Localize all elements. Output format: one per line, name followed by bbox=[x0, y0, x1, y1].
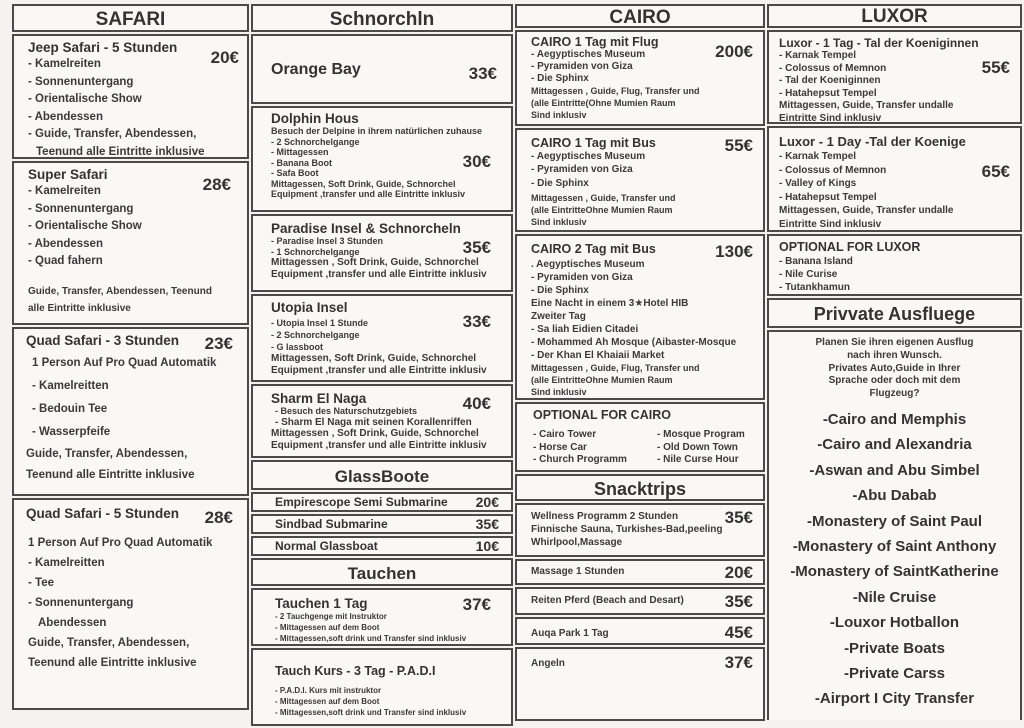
orange-bay-title: Orange Bay bbox=[271, 61, 361, 78]
wellness-title: Wellness Programm 2 Stunden bbox=[531, 511, 679, 522]
jeep-safari-price: 20€ bbox=[210, 48, 239, 67]
cairo-bus2-item: Eine Nacht in einem 3★Hotel HIB bbox=[531, 298, 689, 309]
sharm-item: Mittagessen , Soft Drink, Guide, Schnorchel bbox=[271, 428, 479, 440]
cairo-optional-item: - Cairo Tower bbox=[533, 429, 597, 440]
luxor-day1-item: - Hatahepsut Tempel bbox=[779, 191, 877, 203]
safari-header bbox=[12, 4, 249, 32]
cairo-bus2-item: Mittagessen , Guide, Flug, Transfer und bbox=[531, 363, 700, 373]
quad5-safari-box bbox=[12, 498, 249, 710]
quad5-price: 28€ bbox=[204, 508, 233, 527]
private-item: -Cairo and Alexandria bbox=[817, 436, 972, 454]
quad5-item: 1 Person Auf Pro Quad Automatik bbox=[28, 537, 213, 549]
luxor-day1-item: Eintritte Sind inklusiv bbox=[779, 218, 882, 230]
cairo-bus2-item: - Mohammed Ah Mosque (Aibaster-Mosque bbox=[531, 337, 737, 348]
dolphin-item: - Safa Boot bbox=[271, 168, 319, 178]
quad3-safari-box bbox=[12, 327, 249, 496]
luxor-day1-price: 65€ bbox=[981, 162, 1010, 181]
cairo-optional-item: - Nile Curse Hour bbox=[657, 454, 739, 465]
private-item: -Aswan and Abu Simbel bbox=[809, 461, 980, 479]
cairo-bus2-box bbox=[515, 234, 765, 400]
quad5-item: - Tee bbox=[28, 577, 54, 589]
cairo-bus1-item: - Die Sphinx bbox=[531, 178, 589, 189]
private-intro: Privates Auto,Guide in Ihrer bbox=[828, 362, 961, 374]
luxor-tag1-title: Luxor - 1 Tag - Tal der Koeniginnen bbox=[779, 36, 979, 50]
cairo-optional-title: OPTIONAL FOR CAIRO bbox=[533, 408, 671, 422]
glassboat-row bbox=[251, 492, 513, 512]
dolphin-title: Dolphin Hous bbox=[271, 111, 359, 126]
snack-row bbox=[515, 587, 765, 615]
quad5-item: Teenund alle Eintritte inklusive bbox=[28, 657, 197, 669]
private-header bbox=[767, 298, 1022, 328]
luxor-tag1-item: - Karnak Tempel bbox=[779, 50, 857, 61]
luxor-optional-item: - Nile Curise bbox=[779, 269, 838, 280]
luxor-day1-item: - Karnak Tempel bbox=[779, 151, 857, 162]
snack-row bbox=[515, 647, 765, 721]
sharm-item: Equipment ,transfer und alle Eintritte inklusiv bbox=[271, 439, 487, 451]
utopia-item: - 2 Schnorchelgange bbox=[271, 330, 360, 340]
glassboat-name: Normal Glassboat bbox=[275, 538, 378, 553]
quad3-item: 1 Person Auf Pro Quad Automatik bbox=[32, 357, 217, 369]
wellness-price: 35€ bbox=[724, 508, 753, 527]
utopia-item: - G lassboot bbox=[271, 342, 324, 352]
snack-price: 20€ bbox=[724, 562, 753, 582]
quad3-item: - Wasserpfeife bbox=[32, 426, 111, 438]
cairo-bus1-item: - Pyramiden von Giza bbox=[531, 164, 633, 175]
cairo-optional-box bbox=[515, 402, 765, 472]
orange-bay-price: 33€ bbox=[468, 64, 497, 83]
schnorcheln-column bbox=[251, 4, 513, 728]
glassboat-name: Empirescope Semi Submarine bbox=[275, 494, 448, 509]
safari-column bbox=[12, 4, 249, 712]
dolphin-item: Mittagessen, Soft Drink, Guide, Schnorchel bbox=[271, 178, 456, 189]
private-item: -Monastery of Saint Anthony bbox=[792, 538, 997, 556]
cairo-flug-price: 200€ bbox=[715, 42, 753, 61]
quad3-price: 23€ bbox=[204, 334, 233, 353]
tauch-kurs-item: - Mittagessen,soft drink und Transfer sind inklusiv bbox=[275, 708, 467, 717]
cairo-bus2-item: - Die Sphinx bbox=[531, 285, 589, 296]
private-intro: Flugzeug? bbox=[869, 388, 920, 400]
dolphin-item: Besuch der Delpine in ihrem natürlichen zuhause bbox=[271, 126, 483, 136]
jeep-item: - Abendessen bbox=[28, 110, 103, 123]
luxor-tag1-price: 55€ bbox=[981, 58, 1010, 77]
tauchen-1tag-title: Tauchen 1 Tag bbox=[275, 596, 368, 611]
private-item: -Private Carss bbox=[844, 665, 945, 683]
quad5-title: Quad Safari - 5 Stunden bbox=[26, 506, 180, 521]
snack-price: 35€ bbox=[724, 591, 753, 611]
luxor-day1-box bbox=[767, 126, 1022, 232]
dolphin-house-box bbox=[251, 106, 513, 212]
glassboat-row bbox=[251, 514, 513, 534]
wellness-item: Whirlpool,Massage bbox=[531, 537, 623, 548]
super-item: - Abendessen bbox=[28, 237, 103, 250]
cairo-optional-item: - Old Down Town bbox=[657, 441, 738, 453]
cairo-bus2-item: . Aegyptisches Museum bbox=[531, 259, 645, 270]
luxor-optional-title: OPTIONAL FOR LUXOR bbox=[779, 240, 921, 254]
private-box bbox=[767, 330, 1022, 720]
cairo-bus1-price: 55€ bbox=[724, 136, 753, 155]
private-item: -Monastery of Saint Paul bbox=[806, 512, 983, 530]
jeep-safari-title: Jeep Safari - 5 Stunden bbox=[28, 40, 178, 55]
cairo-flug-item: - Pyramiden von Giza bbox=[531, 61, 633, 72]
cairo-bus1-item: (alle EintritteOhne Mumien Raum bbox=[531, 205, 673, 215]
quad3-item: Teenund alle Eintritte inklusive bbox=[26, 469, 195, 481]
snack-name: Auqa Park 1 Tag bbox=[531, 628, 609, 639]
cairo-optional-item: - Mosque Program bbox=[657, 429, 745, 440]
schnorchln-header bbox=[251, 4, 513, 32]
jeep-item: - Guide, Transfer, Abendessen, bbox=[28, 128, 197, 141]
snack-name: Massage 1 Stunden bbox=[531, 566, 625, 578]
luxor-tag1-item: - Colossus of Memnon bbox=[779, 62, 887, 74]
private-intro: nach ihren Wunsch. bbox=[847, 349, 942, 361]
luxor-header bbox=[767, 4, 1022, 28]
utopia-title: Utopia Insel bbox=[271, 300, 348, 315]
cairo-column bbox=[515, 4, 765, 723]
tauchen-item: - 2 Tauchgenge mit Instruktor bbox=[275, 612, 387, 621]
dolphin-item: - Banana Boot bbox=[271, 157, 333, 168]
tauch-kurs-box bbox=[251, 648, 513, 726]
quad3-item: - Bedouin Tee bbox=[32, 403, 108, 415]
luxor-tag1-item: - Hatahepsut Tempel bbox=[779, 87, 877, 99]
utopia-item: - Utopia Insel 1 Stunde bbox=[271, 318, 369, 328]
cairo-bus2-item: - Sa liah Eidien Citadei bbox=[531, 324, 639, 335]
dolphin-item: - Mittagessen bbox=[271, 147, 329, 157]
super-item: - Orientalische Show bbox=[28, 220, 142, 233]
quad5-item: Guide, Transfer, Abendessen, bbox=[28, 637, 190, 649]
snack-price: 37€ bbox=[724, 653, 753, 672]
tauch-kurs-title: Tauch Kurs - 3 Tag - P.A.D.I bbox=[275, 664, 436, 678]
snack-price: 45€ bbox=[724, 623, 753, 642]
jeep-safari-box bbox=[12, 34, 249, 159]
wellness-box bbox=[515, 503, 765, 557]
cairo-header bbox=[515, 4, 765, 28]
luxor-optional-item: - Tutankhamun bbox=[779, 282, 850, 293]
paradise-item: Mittagessen , Soft Drink, Guide, Schnorchel bbox=[271, 257, 479, 268]
super-item: - Quad fahern bbox=[28, 255, 103, 268]
safari-title: SAFARI bbox=[95, 9, 166, 30]
cairo-bus2-price: 130€ bbox=[715, 242, 753, 261]
sharm-item: - Besuch des Naturschutzgebiets bbox=[275, 406, 418, 416]
tauchen-item: - Mittagessen auf dem Boot bbox=[275, 623, 380, 632]
quad3-title: Quad Safari - 3 Stunden bbox=[26, 333, 180, 348]
paradise-price: 35€ bbox=[462, 238, 491, 257]
schnorchln-title: Schnorchln bbox=[329, 9, 435, 30]
jeep-item: - Orientalische Show bbox=[28, 93, 142, 106]
cairo-bus2-title: CAIRO 2 Tag mit Bus bbox=[531, 242, 656, 256]
tauchen-item: - Mittagessen,soft drink und Transfer sind inklusiv bbox=[275, 634, 467, 643]
quad5-item: - Sonnenuntergang bbox=[28, 597, 134, 609]
cairo-flug-item: Sind inklusiv bbox=[531, 110, 587, 120]
super-footer: alle Eintritte inklusive bbox=[28, 302, 131, 314]
utopia-box bbox=[251, 294, 513, 382]
luxor-tag1-item: Eintritte Sind inklusiv bbox=[779, 112, 882, 124]
super-item: - Kamelreiten bbox=[28, 185, 101, 197]
snack-name: Angeln bbox=[531, 658, 565, 669]
tauchen-1tag-box bbox=[251, 588, 513, 646]
cairo-bus2-item: - Der Khan El Khaiaii Market bbox=[531, 350, 665, 361]
tauch-kurs-item: - Mittagessen auf dem Boot bbox=[275, 697, 380, 706]
snack-row bbox=[515, 559, 765, 585]
private-item: -Monastery of SaintKatherine bbox=[790, 563, 999, 581]
private-item: -Cairo and Memphis bbox=[822, 410, 967, 428]
tauchen-1tag-price: 37€ bbox=[462, 595, 491, 614]
super-safari-price: 28€ bbox=[202, 175, 231, 194]
private-item: -Abu Dabab bbox=[852, 487, 937, 505]
private-item: -Nile Cruise bbox=[852, 588, 937, 606]
luxor-day1-item: - Valley of Kings bbox=[779, 178, 857, 189]
dolphin-item: - 2 Schnorchelgange bbox=[271, 136, 360, 147]
glassboote-header bbox=[251, 460, 513, 490]
private-item: -Airport I City Transfer bbox=[814, 690, 975, 708]
paradise-item: - Paradise Insel 3 Stunden bbox=[271, 236, 384, 246]
super-footer: Guide, Transfer, Abendessen, Teenund bbox=[28, 285, 212, 297]
cairo-flug-item: - Die Sphinx bbox=[531, 73, 589, 84]
super-safari-box bbox=[12, 161, 249, 325]
glassboat-price: 35€ bbox=[475, 515, 499, 532]
orange-bay-box bbox=[251, 34, 513, 104]
dolphin-price: 30€ bbox=[462, 152, 491, 171]
glassboat-price: 10€ bbox=[475, 537, 499, 554]
luxor-column bbox=[767, 4, 1022, 722]
cairo-flug-item: Mittagessen , Guide, Flug, Transfer und bbox=[531, 86, 700, 96]
luxor-tag1-box bbox=[767, 30, 1022, 124]
glassboat-row bbox=[251, 536, 513, 556]
sharm-item: - Sharm El Naga mit seinen Korallenriffen bbox=[275, 416, 472, 428]
sharm-price: 40€ bbox=[462, 394, 491, 413]
super-safari-title: Super Safari bbox=[28, 167, 108, 182]
cairo-flug-title: CAIRO 1 Tag mit Flug bbox=[531, 35, 659, 49]
snacktrips-title: Snacktrips bbox=[593, 479, 687, 499]
cairo-optional-item: - Church Programm bbox=[533, 454, 627, 465]
quad3-item: - Kamelreitten bbox=[32, 380, 109, 392]
cairo-bus1-item: Mittagessen , Guide, Transfer und bbox=[531, 193, 676, 203]
cairo-flug-box bbox=[515, 30, 765, 126]
paradise-item: Equipment ,transfer und alle Eintritte inklusiv bbox=[271, 268, 487, 280]
utopia-price: 33€ bbox=[462, 312, 491, 331]
paradise-item: - 1 Schnorchelgange bbox=[271, 246, 360, 257]
cairo-bus2-item: Zweiter Tag bbox=[531, 311, 586, 322]
quad5-item: - Kamelreitten bbox=[28, 557, 105, 569]
cairo-title: CAIRO bbox=[609, 7, 671, 28]
jeep-item: - Sonnenuntergang bbox=[28, 75, 134, 88]
paradise-title: Paradise Insel & Schnorcheln bbox=[271, 221, 461, 236]
private-intro: Planen Sie ihren eigenen Ausflug bbox=[815, 337, 974, 348]
quad3-item: Guide, Transfer, Abendessen, bbox=[26, 448, 188, 460]
cairo-bus1-item: Sind inklusiv bbox=[531, 217, 587, 227]
utopia-item: Mittagessen, Soft Drink, Guide, Schnorchel bbox=[271, 353, 477, 364]
cairo-bus1-title: CAIRO 1 Tag mit Bus bbox=[531, 136, 656, 150]
dolphin-item: Equipment ,transfer und alle Eintritte inklusiv bbox=[271, 189, 466, 199]
cairo-bus1-box bbox=[515, 128, 765, 232]
glassboote-title: GlassBoote bbox=[334, 467, 430, 486]
luxor-day1-title: Luxor - 1 Day -Tal der Koenige bbox=[779, 134, 966, 149]
luxor-tag1-item: Mittagessen, Guide, Transfer undalle bbox=[779, 100, 954, 111]
wellness-item: Finnische Sauna, Turkishes-Bad,peeling bbox=[531, 524, 723, 535]
private-item: -Louxor Hotballon bbox=[829, 614, 960, 632]
luxor-day1-item: - Colossus of Memnon bbox=[779, 164, 887, 176]
snack-name: Reiten Pferd (Beach and Desart) bbox=[531, 595, 684, 607]
utopia-item: Equipment ,transfer und alle Eintritte inklusiv bbox=[271, 364, 487, 376]
cairo-optional-item: - Horse Car bbox=[533, 441, 587, 453]
jeep-item: Teenund alle Eintritte inklusive bbox=[36, 145, 205, 158]
luxor-day1-item: Mittagessen, Guide, Transfer undalle bbox=[779, 205, 954, 216]
jeep-item: - Kamelreiten bbox=[28, 58, 101, 70]
luxor-optional-item: - Banana Island bbox=[779, 256, 853, 267]
cairo-flug-item: - Aegyptisches Museum bbox=[531, 49, 646, 60]
super-item: - Sonnenuntergang bbox=[28, 202, 134, 215]
sharm-box bbox=[251, 384, 513, 458]
cairo-bus2-item: (alle EintritteOhne Mumien Raum bbox=[531, 375, 673, 385]
cairo-bus2-item: Sind inklusiv bbox=[531, 387, 587, 397]
paradise-box bbox=[251, 214, 513, 292]
glassboat-name: Sindbad Submarine bbox=[275, 516, 388, 531]
cairo-bus1-item: - Aegyptisches Museum bbox=[531, 151, 646, 162]
private-item: -Private Boats bbox=[844, 639, 945, 657]
quad5-item: Abendessen bbox=[38, 617, 107, 629]
luxor-tag1-item: - Tal der Koeniginnen bbox=[779, 75, 881, 86]
snacktrips-header bbox=[515, 474, 765, 501]
tauchen-title: Tauchen bbox=[347, 564, 417, 583]
private-title: Privvate Ausfluege bbox=[813, 304, 976, 324]
luxor-title: LUXOR bbox=[861, 6, 928, 27]
tauch-kurs-item: - P.A.D.I. Kurs mit instruktor bbox=[275, 686, 382, 695]
cairo-bus2-item: - Pyramiden von Giza bbox=[531, 272, 633, 283]
tauchen-header bbox=[251, 558, 513, 586]
luxor-optional-box bbox=[767, 234, 1022, 296]
cairo-flug-item: (alle Eintritte(Ohne Mumien Raum bbox=[531, 98, 676, 108]
snack-row bbox=[515, 617, 765, 645]
private-intro: Sprache oder doch mit dem bbox=[828, 375, 961, 387]
glassboat-price: 20€ bbox=[475, 493, 499, 510]
sharm-title: Sharm El Naga bbox=[271, 391, 367, 406]
